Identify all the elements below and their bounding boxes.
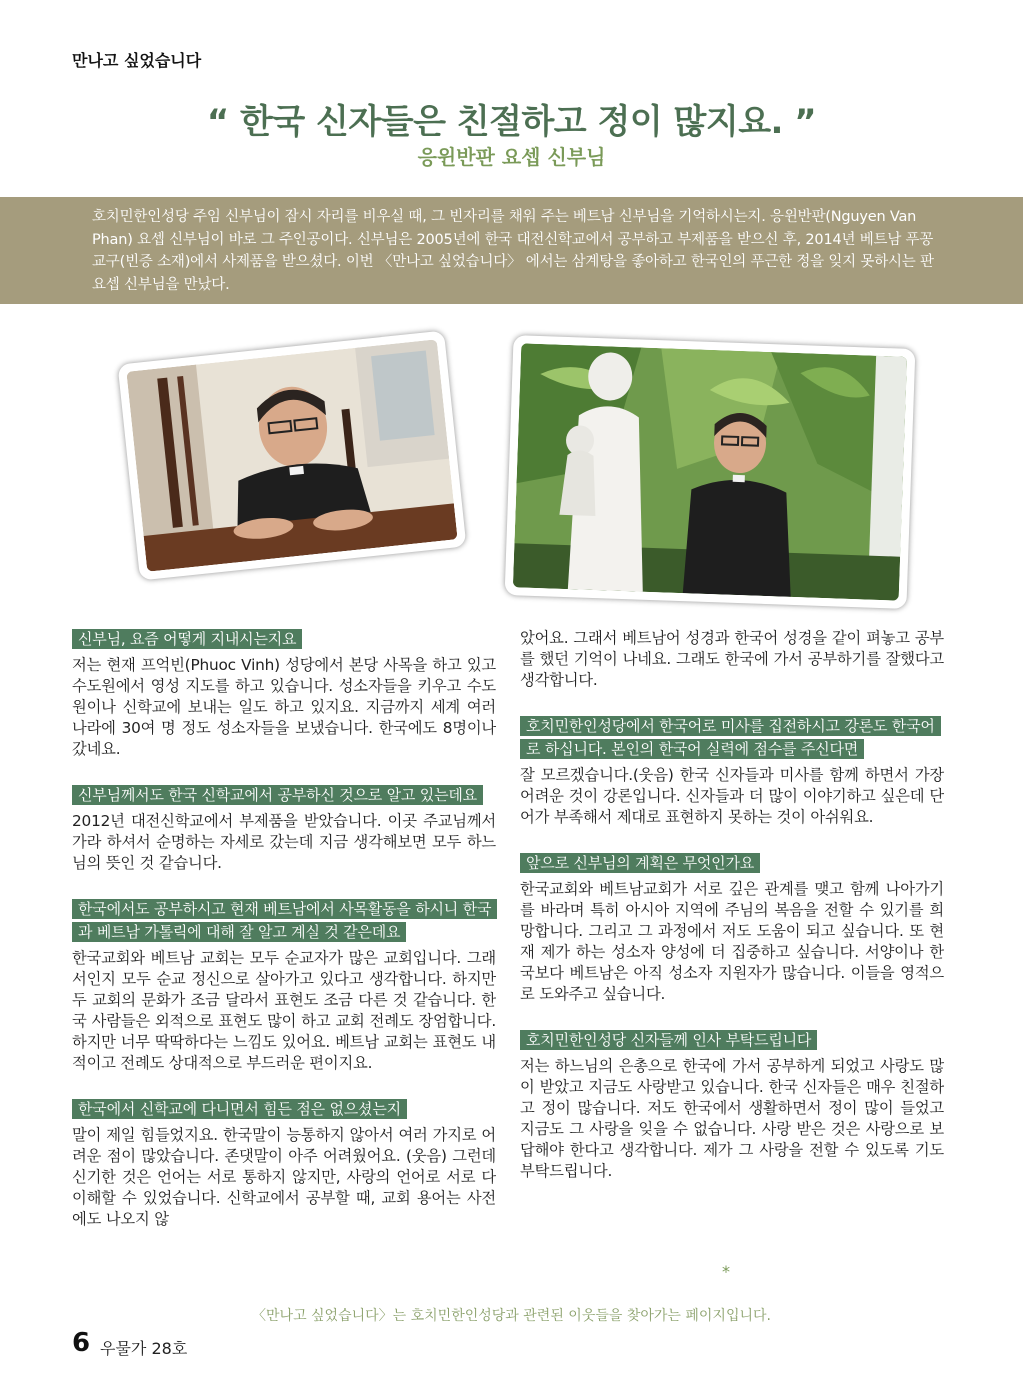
answer-text: 말이 제일 힘들었지요. 한국말이 능통하지 않아서 여러 가지로 어려운 점이 많았습니다. 존댓말이 아주 어려웠어요. (웃음) 그런데 신기한 것은 언어는 서로 통하지 않지만, 사랑의 언어로 서로 다 이해할 수 있었습니다. 신학교에서 공부할 때, 교회 용어는 사전에도 나오지 않 — [72, 1126, 496, 1228]
intro-text: 호치민한인성당 주임 신부님이 잠시 자리를 비우실 때, 그 빈자리를 채워 주는 베트남 신부님을 기억하시는지. 응윈반판(Nguyen Van Phan) 요셉 신부님이 바로 그 주인공이다. 신부님은 2005년에 한국 대전신학교에서 공부하고 부제품을 받으신 후, 2014년 베트남 푸꽁교구(빈증 소재)에서 사제품을 받으셨다. 이번 〈만나고 싶었습니다〉 에서는 삼계탕을 좋아하고 한국인의 푸근한 정을 잊지 못하시는 판 요셉 신부님을 만났다. — [92, 209, 934, 293]
question-heading: 한국에서 신학교에 다니면서 힘든 점은 없으셨는지 — [72, 1099, 407, 1119]
footer-note: 〈만나고 싶었습니다〉는 호치민한인성당과 관련된 이웃들을 찾아가는 페이지입니다. — [252, 1308, 771, 1324]
answer-text: 잘 모르겠습니다.(웃음) 한국 신자들과 미사를 함께 하면서 가장 어려운 것이 강론입니다. 신자들과 더 많이 이야기하고 싶은데 단어가 부족해서 제대로 표현하지 못하는 것이 아쉬워요. — [520, 766, 944, 826]
question-heading: 호치민한인성당에서 한국어로 미사를 집전하시고 강론도 한국어로 하십니다. 본인의 한국어 실력에 점수를 주신다면 — [520, 716, 941, 759]
answer-text-continued: 았어요. 그래서 베트남어 성경과 한국어 성경을 같이 펴놓고 공부를 했던 기억이 나네요. 그래도 한국에 가서 공부하기를 잘했다고 생각합니다. — [520, 629, 944, 689]
left-column — [72, 628, 496, 1230]
question-heading: 호치민한인성당 신자들께 인사 부탁드립니다 — [520, 1030, 817, 1050]
magazine-issue: 우물가 28호 — [100, 1339, 188, 1358]
answer-text: 한국교회와 베트남 교회는 모두 순교자가 많은 교회입니다. 그래서인지 모두 순교 정신으로 살아가고 있다고 생각합니다. 하지만 두 교회의 문화가 조금 달라서 표현도 조금 다른 것 같습니다. 한국 사람들은 외적으로 표현도 많이 하고 교회 전례도 장엄합니다. 하지만 너무 딱딱하다는 느낌도 있어요. 베트남 교회는 표현도 내적이고 전례도 상대적으로 부드러운 편이지요. — [72, 949, 496, 1072]
question-heading: 신부님, 요즘 어떻게 지내시는지요 — [72, 629, 302, 649]
headline: “ 한국 신자들은 친절하고 정이 많지요. ” — [206, 102, 817, 142]
answer-text: 저는 하느님의 은총으로 한국에 가서 공부하게 되었고 사랑도 많이 받았고 지금도 사랑받고 있습니다. 한국 신자들은 매우 친절하고 정이 많습니다. 저도 한국에서 생활하면서 정이 많이 들었고 지금도 그 사랑을 잊을 수 없습니다. 사랑 받은 것은 사랑으로 보답해야 한다고 생각합니다. 제가 그 사랑을 전할 수 있도록 기도 부탁드립니다. — [520, 1057, 944, 1180]
photo-priest-seated — [118, 330, 467, 580]
answer-text: 한국교회와 베트남교회가 서로 깊은 관계를 맺고 함께 나아가기를 바라며 특히 아시아 지역에 주님의 복음을 전할 수 있기를 희망합니다. 그리고 그 과정에서 저도 도움이 되고 싶습니다. 또 현재 제가 하는 성소자 양성에 더 집중하고 싶습니다. 서양이나 한국보다 베트남은 아직 성소자 지원자가 많습니다. 이들을 영적으로 도와주고 싶습니다. — [520, 880, 944, 1003]
page-number: 6 — [72, 1328, 91, 1358]
section-label: 만나고 싶었습니다 — [72, 51, 202, 70]
question-heading: 신부님께서도 한국 신학교에서 공부하신 것으로 알고 있는데요 — [72, 785, 483, 805]
answer-text: 저는 현재 프억빈(Phuoc Vinh) 성당에서 본당 사목을 하고 있고 수도원에서 영성 지도를 하고 있습니다. 성소자들을 키우고 수도원이나 신학교에 보내는 일도 하고 있지요. 지금까지 세계 여러 나라에 30여 명 정도 성소자들을 보냈습니다. 한국에도 8명이나 갔네요. — [72, 656, 496, 758]
question-heading: 앞으로 신부님의 계획은 무엇인가요 — [520, 853, 760, 873]
question-heading: 한국에서도 공부하시고 현재 베트남에서 사목활동을 하시니 한국과 베트남 가톨릭에 대해 잘 알고 계실 것 같은데요 — [72, 899, 497, 942]
photo-priest-statue — [505, 335, 916, 609]
answer-text: 2012년 대전신학교에서 부제품을 받았습니다. 이곳 주교님께서 가라 하셔서 순명하는 자세로 갔는데 지금 생각해보면 모두 하느님의 뜻인 것 같습니다. — [72, 812, 496, 872]
end-mark: * — [722, 1262, 730, 1281]
subhead: 응윈반판 요셉 신부님 — [417, 145, 606, 169]
right-column — [520, 628, 944, 1206]
